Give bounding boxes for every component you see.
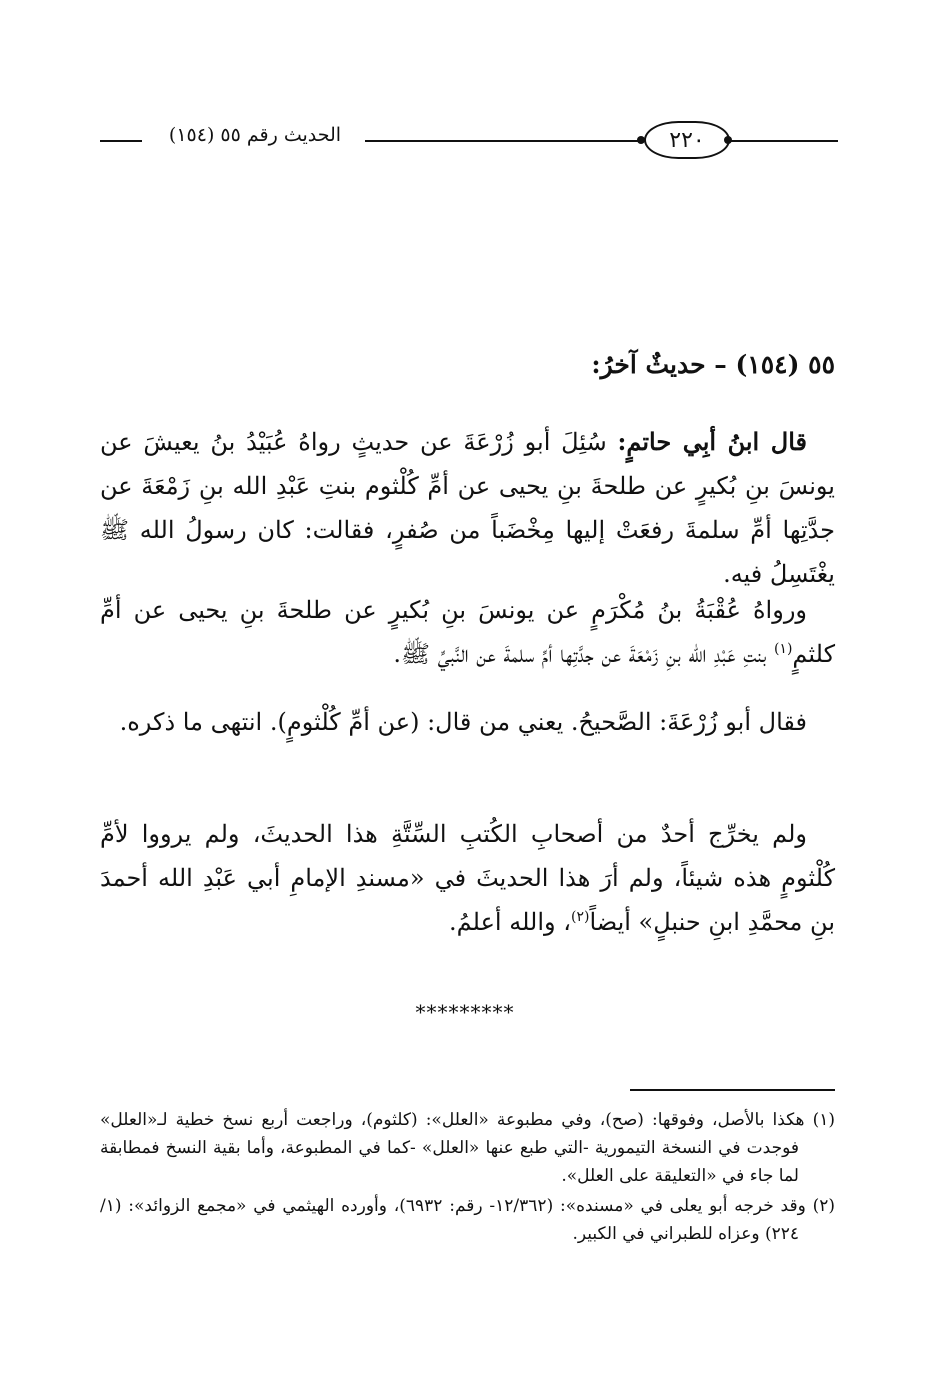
paragraph-1-text: سُئِلَ أبو زُرْعَةَ عن حديثٍ رواهُ عُبَيْدُ بنُ يعيشَ عن يونسَ بنِ بُكيرٍ عن طلحةَ بنِ يحيى عن أمِّ كُلْثوم بنتِ عَبْدِ الله بنِ زَمْعَةَ عن جدَّتِها أمِّ سلمةَ رفعَتْ إليها مِخْضَباً من صُفرٍ، فقالت: كان رسولُ الله ﷺ يغْتَسِلُ فيه.: [100, 428, 835, 588]
paragraph-2-text: ورواهُ عُقْبَةُ بنُ مُكْرَمٍ عن يونسَ بنِ بُكيرٍ عن طلحةَ بنِ يحيى عن أمِّ كلثمٍ: [100, 596, 835, 668]
running-title: الحديث رقم ٥٥ (١٥٤): [168, 124, 342, 146]
page-number: ٢٢٠: [669, 127, 705, 153]
footnote-ref-1[interactable]: (١): [773, 641, 793, 657]
paragraph-4-tail: ، والله أعلمُ.: [449, 908, 571, 936]
header-rule-left: [100, 140, 142, 142]
header-rule-right: [728, 140, 838, 142]
hadith-heading: ٥٥ (١٥٤) – حديثٌ آخرُ:: [591, 350, 835, 379]
paragraph-2: [100, 588, 835, 676]
footnote-1: (١) هكذا بالأصل، وفوقها: (صح)، وفي مطبوعة «العلل»: (كلثوم)، وراجعت أربع نسخ خطية لـ«العلل» فوجدت في النسخة التيمورية -التي طبع عنها «العلل» -كما في المطبوعة، وأما بقية النسخ فمطابقة لما جاء في «التعليقة على العلل».: [100, 1110, 835, 1186]
page-number-frame: [644, 121, 730, 159]
paragraph-1: [100, 420, 835, 596]
paragraph-1-lead: قال ابنُ أبِي حاتمٍ:: [617, 427, 807, 456]
header-rule-middle: [365, 140, 640, 142]
paragraph-4: [100, 812, 835, 944]
paragraph-4-text: ولم يخرِّج أحدٌ من أصحابِ الكُتبِ السِّتَّةِ هذا الحديثَ، ولم يرووا لأمِّ كُلْثومٍ هذه شيئاً، ولم أرَ هذا الحديثَ في «مسندِ الإمامِ أبي عَبْدِ الله أحمدَ بنِ محمَّدِ ابنِ حنبلٍ» أيضاً: [100, 820, 835, 936]
section-separator: *********: [415, 1000, 515, 1024]
paragraph-2-tail: بنتِ عَبْدِ الله بنِ زَمْعَةَ عن جدَّتِها أمِّ سلمةَ عن النَّبيِّ ﷺ.: [393, 640, 774, 668]
footnote-ref-2[interactable]: (٢): [570, 909, 590, 925]
footnote-rule: [630, 1089, 835, 1091]
footnote-2: (٢) وقد خرجه أبو يعلى في «مسنده»: (١٢/٣٦٢- رقم: ٦٩٣٢)، وأورده الهيثمي في «مجمع الزوائد»: (١/ ٢٢٤) وعزاه للطبراني في الكبير.: [100, 1196, 836, 1244]
paragraph-3: فقال أبو زُرْعَةَ: الصَّحيحُ. يعني من قال: (عن أمِّ كُلْثومٍ). انتهى ما ذكره.: [119, 708, 807, 736]
footnotes: [100, 1106, 835, 1250]
